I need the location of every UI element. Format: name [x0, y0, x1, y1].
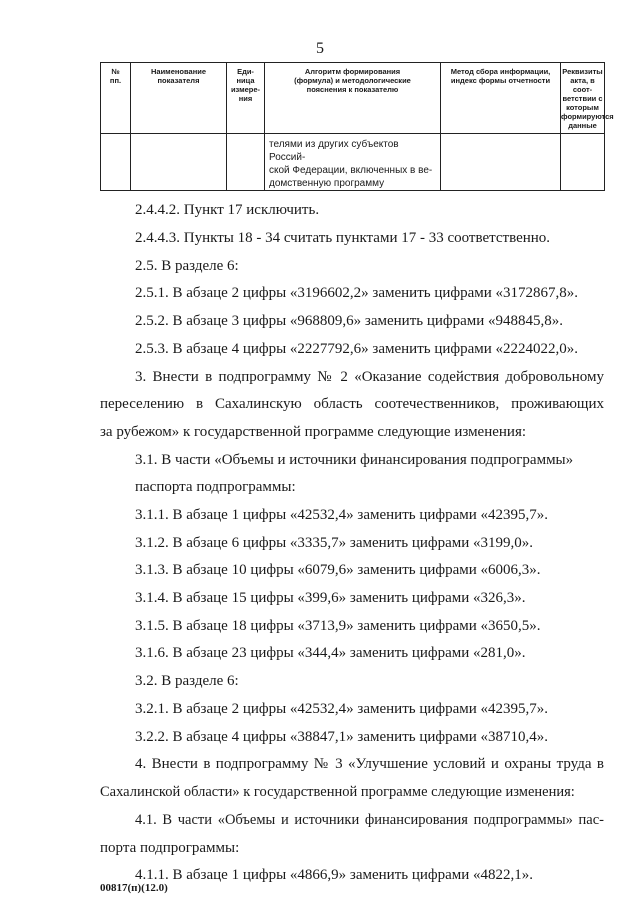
text-line-2-5-2: 2.5.2. В абзаце 3 цифры «968809,6» заменить цифрами «948845,8».	[135, 313, 564, 329]
header-unit: Еди- ница измере- ния	[227, 63, 265, 134]
page-number: 5	[316, 40, 324, 57]
text-line-2-4-4-3: 2.4.4.3. Пункты 18 - 34 считать пунктами 17 - 33 соответственно.	[135, 230, 551, 246]
text-line-3-1-1: 3.1.1. В абзаце 1 цифры «42532,4» заменить цифрами «42395,7».	[135, 507, 549, 523]
header-collection-method: Метод сбора информации, индекс формы отчетности	[441, 63, 561, 134]
text-line-3-1-6: 3.1.6. В абзаце 23 цифры «344,4» заменить цифрами «281,0».	[135, 645, 526, 661]
cell-algorithm: телями из других субъектов Россий- ской Федерации, включенных в ве- домственную программу	[265, 134, 441, 191]
text-line-2-4-4-2: 2.4.4.2. Пункт 17 исключить.	[135, 202, 320, 218]
text-line-3-2-2: 3.2.2. В абзаце 4 цифры «38847,1» заменить цифрами «38710,4».	[135, 729, 549, 745]
text-line-3-1-4: 3.1.4. В абзаце 15 цифры «399,6» заменить цифрами «326,3».	[135, 590, 526, 606]
header-act-details: Реквизиты акта, в соот- ветствии с которым формируются данные	[561, 63, 605, 134]
indicator-table	[100, 62, 614, 191]
document-code: 00817(п)(12.0)	[100, 882, 168, 894]
header-indicator-name: Наименование показателя	[131, 63, 227, 134]
cell-number	[101, 134, 131, 191]
text-line-2-5: 2.5. В разделе 6:	[135, 258, 239, 274]
text-line-4-part2: Сахалинской области» к государственной программе следующие изменения:	[100, 784, 575, 800]
text-line-3-2: 3.2. В разделе 6:	[135, 673, 239, 689]
text-line-4-1-part1: 4.1. В части «Объемы и источники финансирования подпрограммы» пас-	[135, 812, 604, 828]
cell-indicator-name	[131, 134, 227, 191]
text-line-3-part2: переселению в Сахалинскую область соотечественников, проживающих	[100, 396, 604, 412]
text-line-3-1-part2: паспорта подпрограммы:	[135, 479, 296, 495]
cell-act-details	[561, 134, 605, 191]
text-line-2-5-3: 2.5.3. В абзаце 4 цифры «2227792,6» заменить цифрами «2224022,0».	[135, 341, 579, 357]
text-line-4-part1: 4. Внести в подпрограмму № 3 «Улучшение условий и охраны труда в	[135, 756, 604, 772]
table-header-row	[101, 63, 605, 134]
text-line-3-1-2: 3.1.2. В абзаце 6 цифры «3335,7» заменить цифрами «3199,0».	[135, 535, 534, 551]
text-line-3-2-1: 3.2.1. В абзаце 2 цифры «42532,4» заменить цифрами «42395,7».	[135, 701, 549, 717]
text-line-4-1-part2: порта подпрограммы:	[100, 840, 240, 856]
header-algorithm: Алгоритм формирования (формула) и методологические пояснения к показателю	[265, 63, 441, 134]
text-line-3-1-part1: 3.1. В части «Объемы и источники финансирования подпрограммы»	[135, 452, 574, 468]
text-line-4-1-1: 4.1.1. В абзаце 1 цифры «4866,9» заменить цифрами «4822,1».	[135, 867, 534, 883]
header-number: № пп.	[101, 63, 131, 134]
text-line-2-5-1: 2.5.1. В абзаце 2 цифры «3196602,2» заменить цифрами «3172867,8».	[135, 285, 579, 301]
text-line-3-part3: за рубежом» к государственной программе следующие изменения:	[100, 424, 527, 440]
cell-unit	[227, 134, 265, 191]
cell-collection-method	[441, 134, 561, 191]
table-row	[101, 134, 605, 191]
text-line-3-part1: 3. Внести в подпрограмму № 2 «Оказание содействия добровольному	[135, 369, 604, 385]
text-line-3-1-3: 3.1.3. В абзаце 10 цифры «6079,6» заменить цифрами «6006,3».	[135, 562, 541, 578]
text-line-3-1-5: 3.1.5. В абзаце 18 цифры «3713,9» заменить цифрами «3650,5».	[135, 618, 541, 634]
